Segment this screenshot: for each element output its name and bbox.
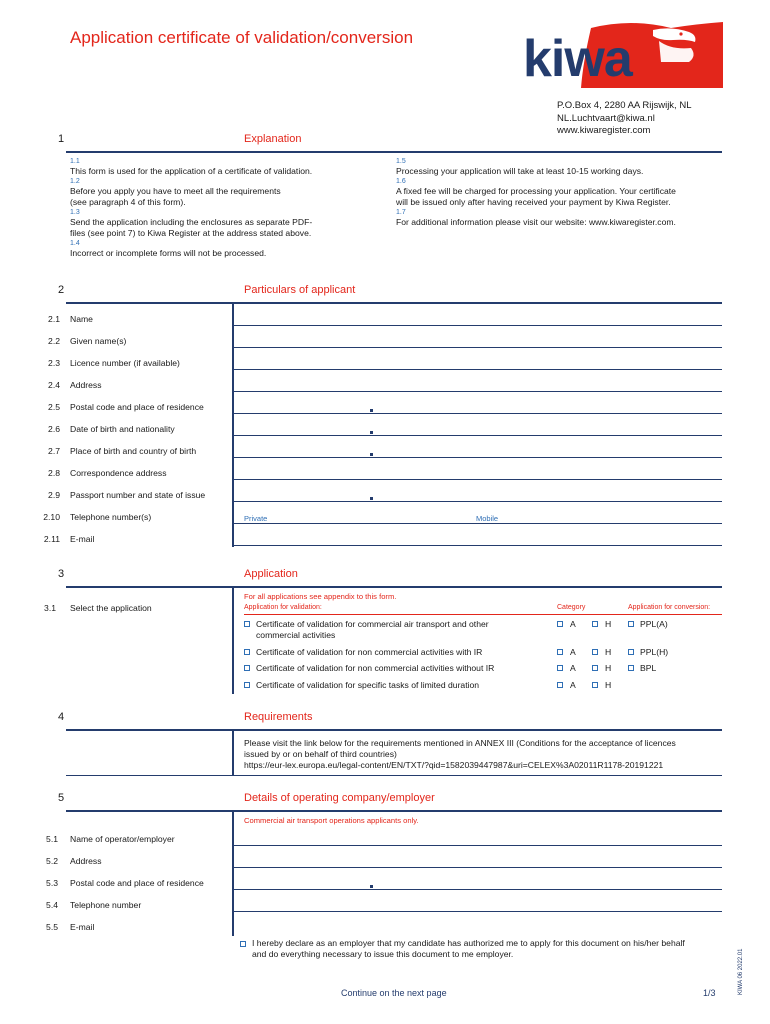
field-number: 5.4 (46, 900, 58, 910)
field-input-line[interactable] (232, 523, 722, 524)
item-text: Before you apply you have to meet all the requirements (70, 186, 281, 196)
section-4-title: Requirements (244, 711, 313, 723)
section-2-title: Particulars of applicant (244, 284, 356, 296)
section-3-rule (66, 586, 722, 588)
validation-column-header: Application for validation: (244, 604, 322, 611)
section-2-number: 2 (58, 284, 65, 296)
field-divider-dot (370, 409, 373, 412)
section-4-rule (66, 729, 722, 731)
section-5-rule (66, 810, 722, 812)
item-text: A fixed fee will be charged for processing your application. Your certificate (396, 186, 676, 196)
conversion-checkbox[interactable] (628, 621, 634, 627)
field-label: E-mail (70, 922, 95, 932)
contact-block (557, 100, 691, 138)
conversion-checkbox[interactable] (628, 649, 634, 655)
field-label: E-mail (70, 534, 95, 544)
field-number: 2.6 (48, 424, 60, 434)
item-number: 1.4 (70, 240, 80, 247)
application-label: Certificate of validation for specific tasks of limited duration (256, 680, 480, 690)
field-label: Telephone number(s) (70, 512, 152, 522)
item-number: 1.1 (70, 158, 80, 165)
field-number: 2.2 (48, 336, 60, 346)
field-label: Given name(s) (70, 336, 127, 346)
application-checkbox[interactable] (244, 621, 250, 627)
field-input-line[interactable] (232, 501, 722, 502)
declaration-line: I hereby declare as an employer that my candidate has authorized me to apply for this document on his/her behalf (252, 938, 685, 948)
field-label: Date of birth and nationality (70, 424, 175, 434)
field-label: Place of birth and country of birth (70, 446, 197, 456)
application-checkbox[interactable] (244, 649, 250, 655)
field-label: Name of operator/employer (70, 834, 175, 844)
conversion-label: BPL (640, 663, 657, 673)
conversion-column-header: Application for conversion: (628, 604, 711, 611)
page-title: Application certificate of validation/conversion (70, 28, 414, 47)
category-label: H (605, 680, 612, 690)
application-checkbox[interactable] (244, 665, 250, 671)
category-checkbox[interactable] (557, 621, 563, 627)
field-input-line[interactable] (232, 413, 722, 414)
field-input-line[interactable] (232, 369, 722, 370)
item-text: Send the application including the enclosures as separate PDF- (70, 217, 313, 227)
field-label: Address (70, 856, 102, 866)
item-number: 1.7 (396, 209, 406, 216)
category-label: A (570, 647, 576, 657)
field-input-line[interactable] (232, 457, 722, 458)
section-3-number: 3 (58, 568, 65, 580)
field-number: 2.11 (43, 534, 60, 544)
field-label: Name (70, 314, 93, 324)
section-4-vbar (232, 731, 234, 775)
category-checkbox[interactable] (592, 649, 598, 655)
field-number: 5.5 (46, 922, 58, 932)
field-divider-dot (370, 497, 373, 500)
field-label: Address (70, 380, 102, 390)
field-label: Licence number (if available) (70, 358, 180, 368)
section-1-rule (66, 151, 722, 153)
operator-note: Commercial air transport operations applicants only. (244, 816, 419, 825)
item-number: 1.2 (70, 178, 80, 185)
section-5-title: Details of operating company/employer (244, 792, 435, 804)
field-input-line[interactable] (232, 347, 722, 348)
section-4-bottom-rule (66, 775, 722, 776)
field-input-line[interactable] (232, 845, 722, 846)
item-text: Incorrect or incomplete forms will not be processed. (70, 248, 267, 258)
declaration-line: and do everything necessary to issue this document to me employer. (252, 949, 514, 959)
application-label: commercial activities (256, 630, 336, 640)
category-label: H (605, 619, 612, 629)
category-label: A (570, 619, 576, 629)
contact-website[interactable]: www.kiwaregister.com (557, 125, 651, 136)
field-input-line[interactable] (232, 545, 722, 546)
section-5-number: 5 (58, 792, 65, 804)
field-divider-dot (370, 885, 373, 888)
requirements-line: issued by or on behalf of third countries) (244, 749, 397, 759)
declaration-checkbox[interactable] (240, 941, 246, 947)
field-number: 5.1 (46, 834, 58, 844)
field-label: Telephone number (70, 900, 142, 910)
section-4-number: 4 (58, 711, 65, 723)
section-1-title: Explanation (244, 133, 302, 145)
section-2-rule (66, 302, 722, 304)
category-label: A (570, 680, 576, 690)
application-note: For all applications see appendix to this form. (244, 592, 397, 601)
field-number: 2.8 (48, 468, 60, 478)
application-checkbox[interactable] (244, 682, 250, 688)
field-input-line[interactable] (232, 325, 722, 326)
application-label: Certificate of validation for non commercial activities without IR (256, 663, 495, 673)
continue-note: Continue on the next page (341, 988, 447, 998)
category-label: A (570, 663, 576, 673)
item-text[interactable]: For additional information please visit our website: www.kiwaregister.com. (396, 217, 676, 227)
item-text: will be issued only after having received your payment by Kiwa Register. (396, 197, 671, 207)
field-number: 5.3 (46, 878, 58, 888)
item-text: Processing your application will take at least 10-15 working days. (396, 166, 644, 176)
field-label: Correspondence address (70, 468, 167, 478)
section-1-number: 1 (58, 133, 65, 145)
conversion-label: PPL(A) (640, 619, 668, 629)
field-number: 2.3 (48, 358, 60, 368)
field-number: 2.10 (43, 512, 60, 522)
field-input-line[interactable] (232, 911, 722, 912)
section-3-title: Application (244, 568, 298, 580)
category-checkbox[interactable] (592, 665, 598, 671)
field-label: Passport number and state of issue (70, 490, 206, 500)
category-checkbox[interactable] (557, 682, 563, 688)
field-number: 2.7 (48, 446, 60, 456)
field-number: 3.1 (44, 603, 56, 613)
explanation-right (396, 157, 722, 228)
requirements-text (244, 738, 722, 771)
conversion-checkbox[interactable] (628, 665, 634, 671)
item-text: This form is used for the application of a certificate of validation. (70, 166, 313, 176)
section-2-vbar (232, 304, 234, 547)
application-label: Certificate of validation for non commercial activities with IR (256, 647, 483, 657)
employer-declaration (240, 938, 720, 960)
contact-address: P.O.Box 4, 2280 AA Rijswijk, NL (557, 100, 692, 111)
item-text: (see paragraph 4 of this form). (70, 197, 186, 207)
requirements-link[interactable]: https://eur-lex.europa.eu/legal-content/EN/TXT/?qid=1582039447987&uri=CELEX%3A02011R1178-20191221 (244, 760, 664, 770)
application-label: Certificate of validation for commercial air transport and other (256, 619, 489, 629)
field-input-line[interactable] (232, 391, 722, 392)
explanation-left (70, 157, 370, 259)
phone-private-label: Private (244, 514, 268, 523)
field-divider-dot (370, 431, 373, 434)
field-input-line[interactable] (232, 867, 722, 868)
section-5-vbar (232, 812, 234, 936)
field-number: 2.4 (48, 380, 60, 390)
field-number: 2.5 (48, 402, 60, 412)
field-label: Postal code and place of residence (70, 402, 204, 412)
category-label: H (605, 647, 612, 657)
item-number: 1.3 (70, 209, 80, 216)
page-number: 1/3 (703, 988, 716, 998)
field-number: 2.1 (48, 314, 60, 324)
phone-mobile-label: Mobile (476, 514, 499, 523)
field-number: 5.2 (46, 856, 58, 866)
requirements-line: Please visit the link below for the requirements mentioned in ANNEX III (Conditions for the acceptance of licences (244, 738, 676, 748)
field-divider-dot (370, 453, 373, 456)
conversion-label: PPL(H) (640, 647, 669, 657)
field-input-line[interactable] (232, 479, 722, 480)
category-checkbox[interactable] (557, 665, 563, 671)
category-checkbox[interactable] (557, 649, 563, 655)
item-text: files (see point 7) to Kiwa Register at the address stated above. (70, 228, 312, 238)
logo-text: kiwa (523, 30, 632, 88)
category-label: H (605, 663, 612, 673)
category-column-header: Category (557, 604, 586, 611)
field-label: Postal code and place of residence (70, 878, 204, 888)
form-code: KIWA 06 2022.01 (738, 948, 744, 995)
field-input-line[interactable] (232, 435, 722, 436)
contact-email[interactable]: NL.Luchtvaart@kiwa.nl (557, 112, 655, 124)
kiwa-logo (521, 22, 723, 88)
item-number: 1.6 (396, 178, 406, 185)
category-checkbox[interactable] (592, 621, 598, 627)
category-checkbox[interactable] (592, 682, 598, 688)
application-header-rule (244, 614, 722, 615)
item-number: 1.5 (396, 158, 406, 165)
field-number: 2.9 (48, 490, 60, 500)
field-input-line[interactable] (232, 889, 722, 890)
field-label: Select the application (70, 603, 152, 613)
section-3-vbar (232, 588, 234, 694)
